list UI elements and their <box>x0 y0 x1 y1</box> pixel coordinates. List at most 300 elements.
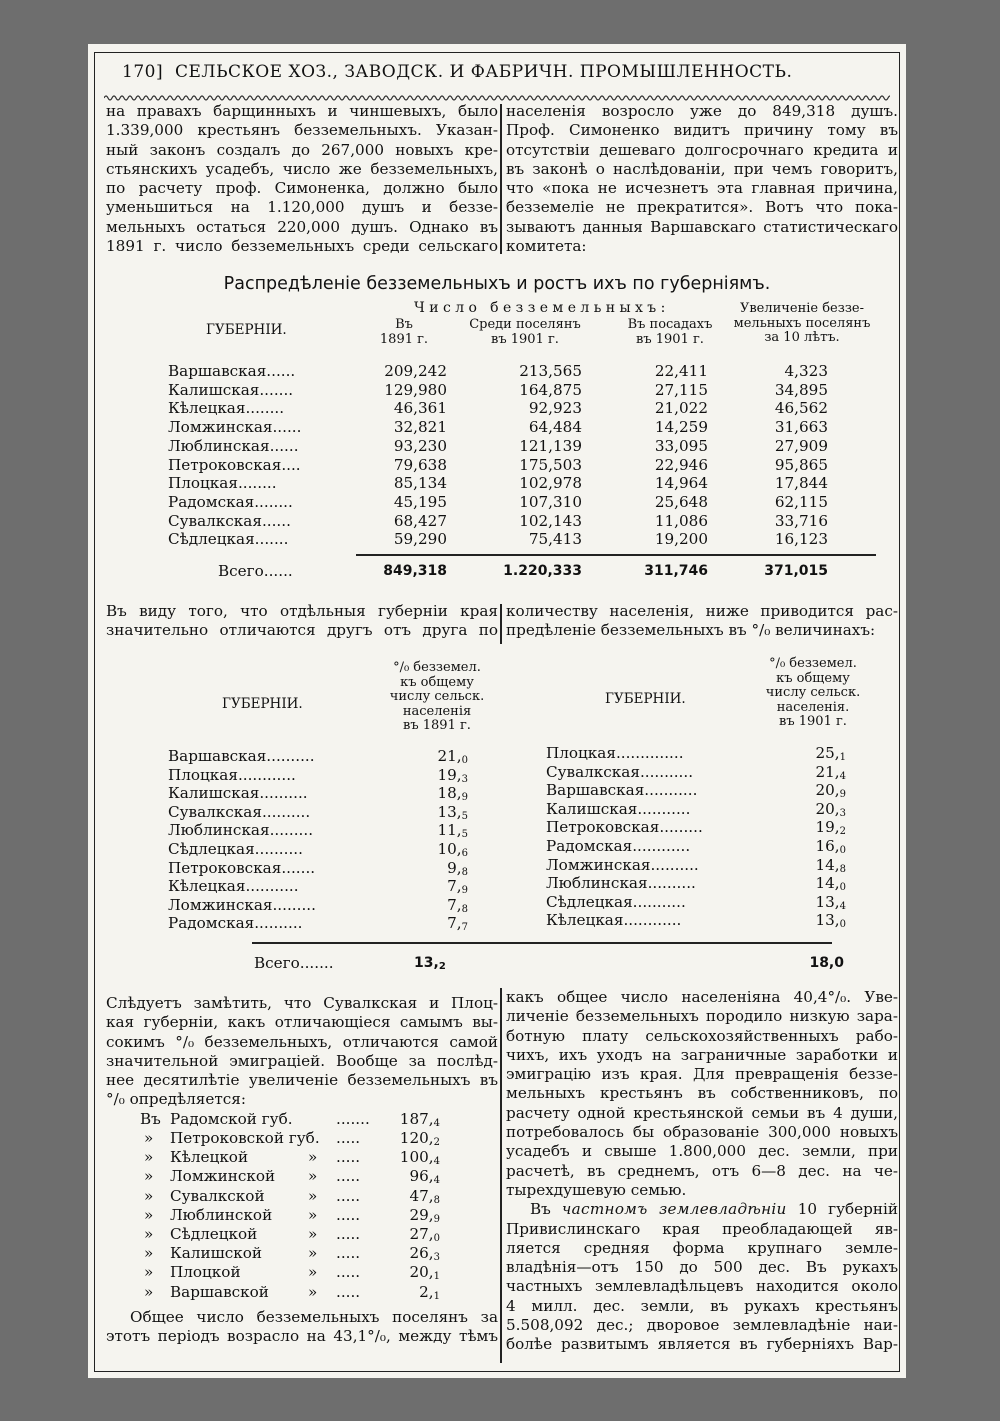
value-villagers-1901: 102,143 <box>519 511 582 530</box>
text-line: мельныхъ крестьянъ въ собственниковъ, по <box>506 1084 898 1103</box>
text-line: стьянскихъ усадебъ, число же безземельныхъ, <box>106 159 498 178</box>
value-1891: 93,230 <box>393 436 447 455</box>
province-name <box>168 437 299 456</box>
table1-col-gub: ГУБЕРНІИ. <box>206 322 287 338</box>
leader-dots: ....... <box>254 530 289 549</box>
total-row <box>88 562 906 581</box>
percent-int: 21, <box>437 747 462 765</box>
table1-col1-header <box>364 318 444 347</box>
province-name <box>168 418 301 437</box>
province-name <box>168 859 315 878</box>
leader-dots: ....... <box>281 858 316 877</box>
text-line: зываютъ данныя Варшавскаго статистическаго <box>506 217 898 236</box>
province-name <box>546 911 681 930</box>
list-prefix: Въ <box>140 1109 161 1128</box>
value-increase: 62,115 <box>774 492 828 511</box>
leader-dots: .......... <box>259 784 308 803</box>
province-name <box>168 747 315 766</box>
percent-value <box>419 1283 440 1306</box>
leader-dots: .......... <box>266 747 315 765</box>
percent-int: 18, <box>437 784 462 803</box>
percent-dec: 9 <box>461 885 468 897</box>
total-label <box>218 562 293 581</box>
text-line: ный законъ создалъ до 267,000 новыхъ кре- <box>106 140 498 159</box>
ditto-mark: » <box>308 1282 318 1301</box>
table-row <box>546 763 846 782</box>
value-towns-1901: 33,095 <box>654 436 708 455</box>
list-prefix: » <box>144 1128 154 1147</box>
percent-dec: 0 <box>839 845 846 856</box>
table-row <box>546 874 846 893</box>
leader-dots: .......... <box>261 802 311 821</box>
percent-dec: 4 <box>433 1175 440 1187</box>
province-name <box>546 856 699 875</box>
list-name: Варшавской <box>170 1282 269 1301</box>
text-line: потребовалось бы образованіе 300,000 новыхъ <box>506 1123 898 1142</box>
text-line: сокимъ °/₀ безземельныхъ, отличаются самой <box>106 1032 498 1051</box>
text-line: предѣленіе безземельныхъ въ °/₀ величинахъ: <box>506 621 876 640</box>
value-1891: 68,427 <box>393 511 447 530</box>
text-line: ляется средняя форма крупнаго земле- <box>506 1238 898 1257</box>
list-prefix: » <box>144 1205 154 1224</box>
province-label: Петроковская <box>168 858 282 877</box>
column-rule <box>500 104 502 254</box>
leader-dots: ......... <box>269 821 314 840</box>
value-villagers-1901: 92,923 <box>528 399 582 418</box>
table2-header-line: къ общему <box>776 670 850 686</box>
value-increase: 17,844 <box>774 474 828 493</box>
percent-int: 25, <box>815 744 840 762</box>
percent-value <box>447 914 468 938</box>
text-line: этотъ періодъ возрасло на 43,1°/₀, между тѣмъ <box>106 1327 498 1346</box>
table-row <box>88 437 906 456</box>
province-label: Сѣдлецкая <box>168 840 255 858</box>
province-name <box>168 896 316 915</box>
text-line: отсутствіи дешеваго долгосрочнаго кредита и <box>506 140 898 159</box>
list-name: Сѣдлецкой <box>170 1224 258 1243</box>
percent-dec: 9 <box>461 792 468 804</box>
running-title: СЕЛЬСКОЕ ХОЗ., ЗАВОДСК. И ФАБРИЧН. ПРОМЫШЛЕННОСТЬ. <box>175 62 793 82</box>
table1-header-line: Въ <box>395 317 413 332</box>
leader-dots: ...... <box>269 436 299 455</box>
list-name: Плоцкой <box>170 1263 241 1282</box>
percent-value <box>815 911 846 935</box>
list-prefix: » <box>144 1244 154 1263</box>
list-prefix: » <box>144 1263 154 1282</box>
percent-dec: 5 <box>461 810 468 822</box>
total-villagers-1901: 1.220,333 <box>503 563 582 579</box>
table-row <box>168 896 468 915</box>
percent-int: 16, <box>815 837 840 855</box>
value-1891: 32,821 <box>393 418 447 437</box>
italic-phrase: частномъ землевладѣніи <box>561 1200 787 1219</box>
mid-left-column <box>106 602 498 641</box>
percent-int: 20, <box>815 781 840 800</box>
province-name <box>546 818 703 837</box>
percent-dec: 4 <box>433 1156 440 1168</box>
percent-int: 14, <box>815 855 840 874</box>
text-line: по расчету проф. Симоненка, должно было <box>106 179 498 198</box>
text-line: мельныхъ остаться 220,000 душъ. Однако въ <box>106 217 498 236</box>
value-towns-1901: 25,648 <box>654 492 708 511</box>
table-row <box>88 512 906 531</box>
table-row <box>546 837 846 856</box>
value-towns-1901: 21,022 <box>654 399 708 418</box>
province-label: Варшавская <box>168 747 267 765</box>
value-increase: 95,865 <box>774 455 828 474</box>
table2-left-col-header <box>362 661 512 734</box>
text-line: болѣе развитымъ является въ губерніяхъ Вар- <box>506 1335 898 1354</box>
percent-dec: 5 <box>461 829 468 841</box>
province-name <box>546 874 696 893</box>
table1-title: Распредѣленіе безземельныхъ и ростъ ихъ по губерніямъ. <box>223 274 771 294</box>
ditto-mark: » <box>308 1263 318 1282</box>
table-row <box>168 821 468 840</box>
text-line: 1891 г. число безземельныхъ среди сельскаго <box>106 237 498 256</box>
text-line: количеству населенія, ниже приводится рас- <box>506 602 898 620</box>
leader-dots: ............ <box>623 911 682 930</box>
value-1891: 59,290 <box>393 530 447 549</box>
table1-col3-header <box>615 318 725 347</box>
province-label: Радомская <box>168 492 255 511</box>
percent-dec: 2 <box>438 961 446 972</box>
total-word: Всего <box>254 954 300 972</box>
percent-int: 26, <box>409 1244 434 1263</box>
list-name: Радомской губ. <box>170 1109 293 1128</box>
total-1891: 849,318 <box>383 563 447 579</box>
value-towns-1901: 27,115 <box>654 380 708 399</box>
table-row <box>546 856 846 875</box>
province-name <box>168 456 301 475</box>
value-increase: 46,562 <box>774 399 828 418</box>
province-name <box>168 914 303 933</box>
percent-dec: 1 <box>433 1290 440 1302</box>
percent-dec: 3 <box>461 773 468 785</box>
list-prefix: » <box>144 1282 154 1301</box>
percent-int: 47, <box>409 1186 434 1205</box>
percent-int: 9, <box>447 858 462 877</box>
leader-dots: ....... <box>259 380 294 399</box>
percent-dec: 0 <box>461 755 468 766</box>
percent-dec: 8 <box>839 863 846 875</box>
province-name <box>168 840 303 859</box>
value-towns-1901: 19,200 <box>654 530 708 549</box>
value-towns-1901: 14,259 <box>654 418 708 437</box>
table1-header-line: Среди поселянъ <box>469 317 581 332</box>
province-name <box>168 784 308 803</box>
province-label: Петроковская <box>168 455 282 474</box>
text-fragment: 10 губерній <box>797 1200 898 1219</box>
percent-int: 11, <box>437 821 462 840</box>
province-name <box>168 530 288 549</box>
value-towns-1901: 11,086 <box>654 511 708 530</box>
table-row <box>168 766 468 785</box>
table1-header-line: за 10 лѣтъ. <box>764 330 840 345</box>
percent-dec: 8 <box>461 903 468 915</box>
percent-int: 120, <box>399 1128 434 1147</box>
percent-dec: 1 <box>839 752 846 763</box>
leader-dots: ............ <box>632 837 691 855</box>
table1-group-header: Число безземельныхъ: <box>414 300 670 316</box>
total-row <box>254 954 844 973</box>
table2-header-line: °/₀ безземел. <box>393 660 481 675</box>
total-increase: 371,015 <box>764 563 828 579</box>
percent-int: 29, <box>409 1205 434 1224</box>
ditto-mark: » <box>308 1167 318 1186</box>
table-row <box>88 418 906 437</box>
list-item <box>140 1187 440 1206</box>
percent-int: 13, <box>815 892 840 911</box>
percent-int: 13, <box>815 911 840 930</box>
text-line: 1.339,000 крестьянъ безземельныхъ. Указан- <box>106 121 498 140</box>
list-prefix: » <box>144 1224 154 1243</box>
table-row <box>168 877 468 896</box>
list-prefix: » <box>144 1167 154 1186</box>
total-towns-1901: 311,746 <box>644 563 708 579</box>
percent-dec: 3 <box>433 1252 440 1264</box>
table1-header-line: въ 1901 г. <box>636 331 704 347</box>
text-line: въ законѣ о наслѣдованіи, при чемъ говоритъ, <box>506 159 898 178</box>
percent-dec: 7 <box>461 922 468 934</box>
province-label: Петроковская <box>546 818 660 837</box>
list-name: Люблинской <box>170 1205 273 1224</box>
value-1891: 85,134 <box>393 474 447 493</box>
text-line: усадебъ и свыше 1.800,000 дес. земли, при <box>506 1142 898 1161</box>
value-villagers-1901: 121,139 <box>519 436 582 455</box>
table2-right-col-header <box>738 657 888 730</box>
bottom-right-column <box>506 988 898 1355</box>
table1-header-line: 1891 г. <box>379 331 429 347</box>
leader-dots: ..... <box>336 1148 361 1167</box>
province-label: Кѣлецкая <box>168 877 246 896</box>
text-line: значительно отличаются другъ отъ друга по <box>106 621 498 640</box>
province-label: Плоцкая <box>546 744 616 762</box>
percent-dec: 9 <box>839 789 846 801</box>
leader-dots: ..... <box>336 1282 361 1301</box>
text-line: тырехдушевую семью. <box>506 1180 687 1199</box>
value-1891: 45,195 <box>393 492 447 511</box>
text-line: °/₀ опредѣляется: <box>106 1090 246 1109</box>
percent-int: 96, <box>409 1167 434 1186</box>
province-label: Сувалкская <box>168 802 262 821</box>
table2-header-line: числу сельск. <box>389 689 485 704</box>
province-label: Люблинская <box>168 436 270 455</box>
percent-dec: 0 <box>839 882 846 894</box>
text-line: Общее число безземельныхъ поселянъ за <box>130 1307 498 1326</box>
value-1891: 129,980 <box>384 380 447 399</box>
leader-dots: ..... <box>336 1128 361 1147</box>
value-villagers-1901: 107,310 <box>519 492 582 511</box>
value-1891: 46,361 <box>393 399 447 418</box>
leader-dots: ........... <box>639 762 694 781</box>
text-line: комитета: <box>506 237 587 256</box>
lead-word: Въ <box>530 1200 551 1219</box>
table-row <box>88 493 906 512</box>
province-name <box>168 381 293 400</box>
page-number: 170] <box>122 62 164 82</box>
percent-dec: 4 <box>433 1117 440 1129</box>
text-line: эмиграцію изъ края. Для превращенія беззе- <box>506 1065 898 1084</box>
leader-dots: ........ <box>245 399 285 418</box>
leader-dots: ........... <box>644 781 698 800</box>
province-name <box>546 763 693 782</box>
percent-int: 21, <box>815 762 840 781</box>
leader-dots: ......... <box>659 818 703 837</box>
percent-int: 27, <box>409 1224 434 1243</box>
table1-header-line: Увеличеніе беззе- <box>739 301 865 316</box>
percent-int: 19, <box>437 765 462 784</box>
province-label: Кѣлецкая <box>168 399 246 418</box>
text-line: кая губерніи, какъ отличающіеся самымъ вы- <box>106 1013 498 1032</box>
province-name <box>168 877 299 896</box>
table2-right-gub-header: ГУБЕРНІИ. <box>605 691 686 707</box>
leader-dots: ........ <box>237 474 277 493</box>
leader-dots: ..... <box>336 1205 361 1224</box>
text-line: безземеліе не прекратится». Вотъ что пока- <box>506 198 898 217</box>
intro-left-column <box>106 102 498 256</box>
percent-int: 13, <box>414 955 439 971</box>
text-line: ботную плату сельскохозяйственныхъ рабо- <box>506 1026 898 1045</box>
text-line: нее десятилѣтіе увеличеніе безземельныхъ въ <box>106 1071 498 1090</box>
text-line: личеніе безземельныхъ породило низкую зара- <box>506 1007 898 1026</box>
percent-dec: 4 <box>839 770 846 782</box>
percent-dec: 0 <box>839 919 846 931</box>
text-line: уменьшиться на 1.120,000 душъ и беззе- <box>106 198 498 217</box>
table2-header-line: числу сельск. <box>765 685 861 700</box>
list-item <box>140 1283 440 1302</box>
percent-int: 7, <box>447 914 462 933</box>
text-line: владѣнія—отъ 150 до 500 дес. Въ рукахъ <box>506 1258 898 1277</box>
table2-header-line: къ общему <box>400 674 474 690</box>
value-villagers-1901: 213,565 <box>519 362 582 380</box>
province-name <box>168 803 310 822</box>
province-name <box>168 512 291 531</box>
list-item <box>140 1225 440 1244</box>
province-label: Сѣдлецкая <box>546 892 633 911</box>
total-label <box>254 954 334 973</box>
text-line: населенія возросло уже до 849,318 душъ. <box>506 102 898 120</box>
ditto-mark: » <box>308 1224 318 1243</box>
province-label: Калишская <box>168 380 260 399</box>
mid-right-column <box>506 602 898 641</box>
list-prefix: » <box>144 1186 154 1205</box>
percent-int: 10, <box>437 840 462 858</box>
bottom-left-column <box>106 994 498 1346</box>
list-item <box>140 1148 440 1167</box>
percent-dec: 2 <box>839 826 846 838</box>
leader-dots: ........... <box>245 877 299 896</box>
total-1891 <box>414 954 446 977</box>
table-row <box>168 747 468 766</box>
value-increase: 4,323 <box>784 362 828 380</box>
percent-int: 100, <box>399 1148 434 1167</box>
province-name <box>546 893 686 912</box>
list-item <box>140 1263 440 1282</box>
table-row <box>88 530 906 549</box>
leader-dots: .......... <box>650 855 699 874</box>
province-name <box>168 821 313 840</box>
value-increase: 34,895 <box>774 380 828 399</box>
province-label: Плоцкая <box>168 474 238 493</box>
province-name <box>546 781 697 800</box>
list-name: Сувалкской <box>170 1186 265 1205</box>
text-line: Проф. Симоненко видитъ причину тому въ <box>506 121 898 140</box>
province-label: Варшавская <box>168 362 267 380</box>
percent-int: 20, <box>409 1263 434 1282</box>
leader-dots: ..... <box>336 1263 361 1282</box>
percent-int: 14, <box>815 874 840 893</box>
province-label: Радомская <box>168 914 255 933</box>
percent-int: 187, <box>399 1109 434 1128</box>
leader-dots: ..... <box>336 1224 361 1243</box>
table2-header-line: °/₀ безземел. <box>769 656 857 671</box>
value-increase: 16,123 <box>774 530 828 549</box>
table-row <box>546 800 846 819</box>
leader-dots: ......... <box>272 895 316 914</box>
column-rule <box>500 604 502 644</box>
province-name <box>168 493 293 512</box>
list-name: Кѣлецкой <box>170 1148 249 1167</box>
province-label: Люблинская <box>168 821 270 840</box>
percent-dec: 3 <box>839 807 846 819</box>
leader-dots: .............. <box>615 744 684 762</box>
table1-header-line: мельныхъ поселянъ <box>733 315 871 331</box>
percent-dec: 6 <box>461 848 468 859</box>
percent-dec: 0 <box>433 1232 440 1244</box>
percent-int: 2, <box>419 1282 434 1301</box>
table2-total-rule <box>252 942 832 944</box>
ditto-mark: » <box>308 1148 318 1167</box>
table-row <box>88 474 906 493</box>
text-line: чихъ, ихъ уходъ на заграничные заработки и <box>506 1045 898 1064</box>
ditto-mark: » <box>308 1186 318 1205</box>
text-line: расчету одной крестьянской семьи въ 4 души, <box>506 1103 898 1122</box>
list-item <box>140 1167 440 1186</box>
leader-dots: ........... <box>637 799 691 818</box>
leader-dots: ....... <box>336 1109 370 1128</box>
percent-dec: 8 <box>433 1194 440 1206</box>
leader-dots: ....... <box>299 954 334 972</box>
table1-col2-header <box>465 318 585 347</box>
province-label: Сѣдлецкая <box>168 530 255 549</box>
column-rule <box>500 988 502 1363</box>
leader-dots: ..... <box>336 1186 361 1205</box>
running-header <box>122 62 882 82</box>
percent-int: 20, <box>815 799 840 818</box>
leader-dots: .......... <box>254 840 303 858</box>
province-name <box>546 800 690 819</box>
province-name <box>168 362 295 381</box>
percent-int: 19, <box>815 818 840 837</box>
value-increase: 27,909 <box>774 436 828 455</box>
province-label: Калишская <box>168 784 260 803</box>
text-line: 4 милл. дес. земли, въ рукахъ крестьянъ <box>506 1296 898 1315</box>
leader-dots: ........ <box>254 492 293 511</box>
percent-dec: 1 <box>433 1271 440 1283</box>
province-label: Калишская <box>546 799 638 818</box>
list-name: Петроковской губ. <box>170 1128 320 1147</box>
province-label: Ломжинская <box>168 418 273 437</box>
table-row <box>168 803 468 822</box>
table2-header-line: населенія <box>402 703 472 719</box>
table1-header-line: Въ посадахъ <box>627 317 713 332</box>
book-page <box>88 44 906 1378</box>
table1-header-line: въ 1901 г. <box>491 331 559 347</box>
province-label: Плоцкая <box>168 765 238 784</box>
leader-dots: .......... <box>647 874 696 893</box>
province-label: Ломжинская <box>168 895 273 914</box>
table2-header-line: въ 1891 г. <box>403 718 471 733</box>
